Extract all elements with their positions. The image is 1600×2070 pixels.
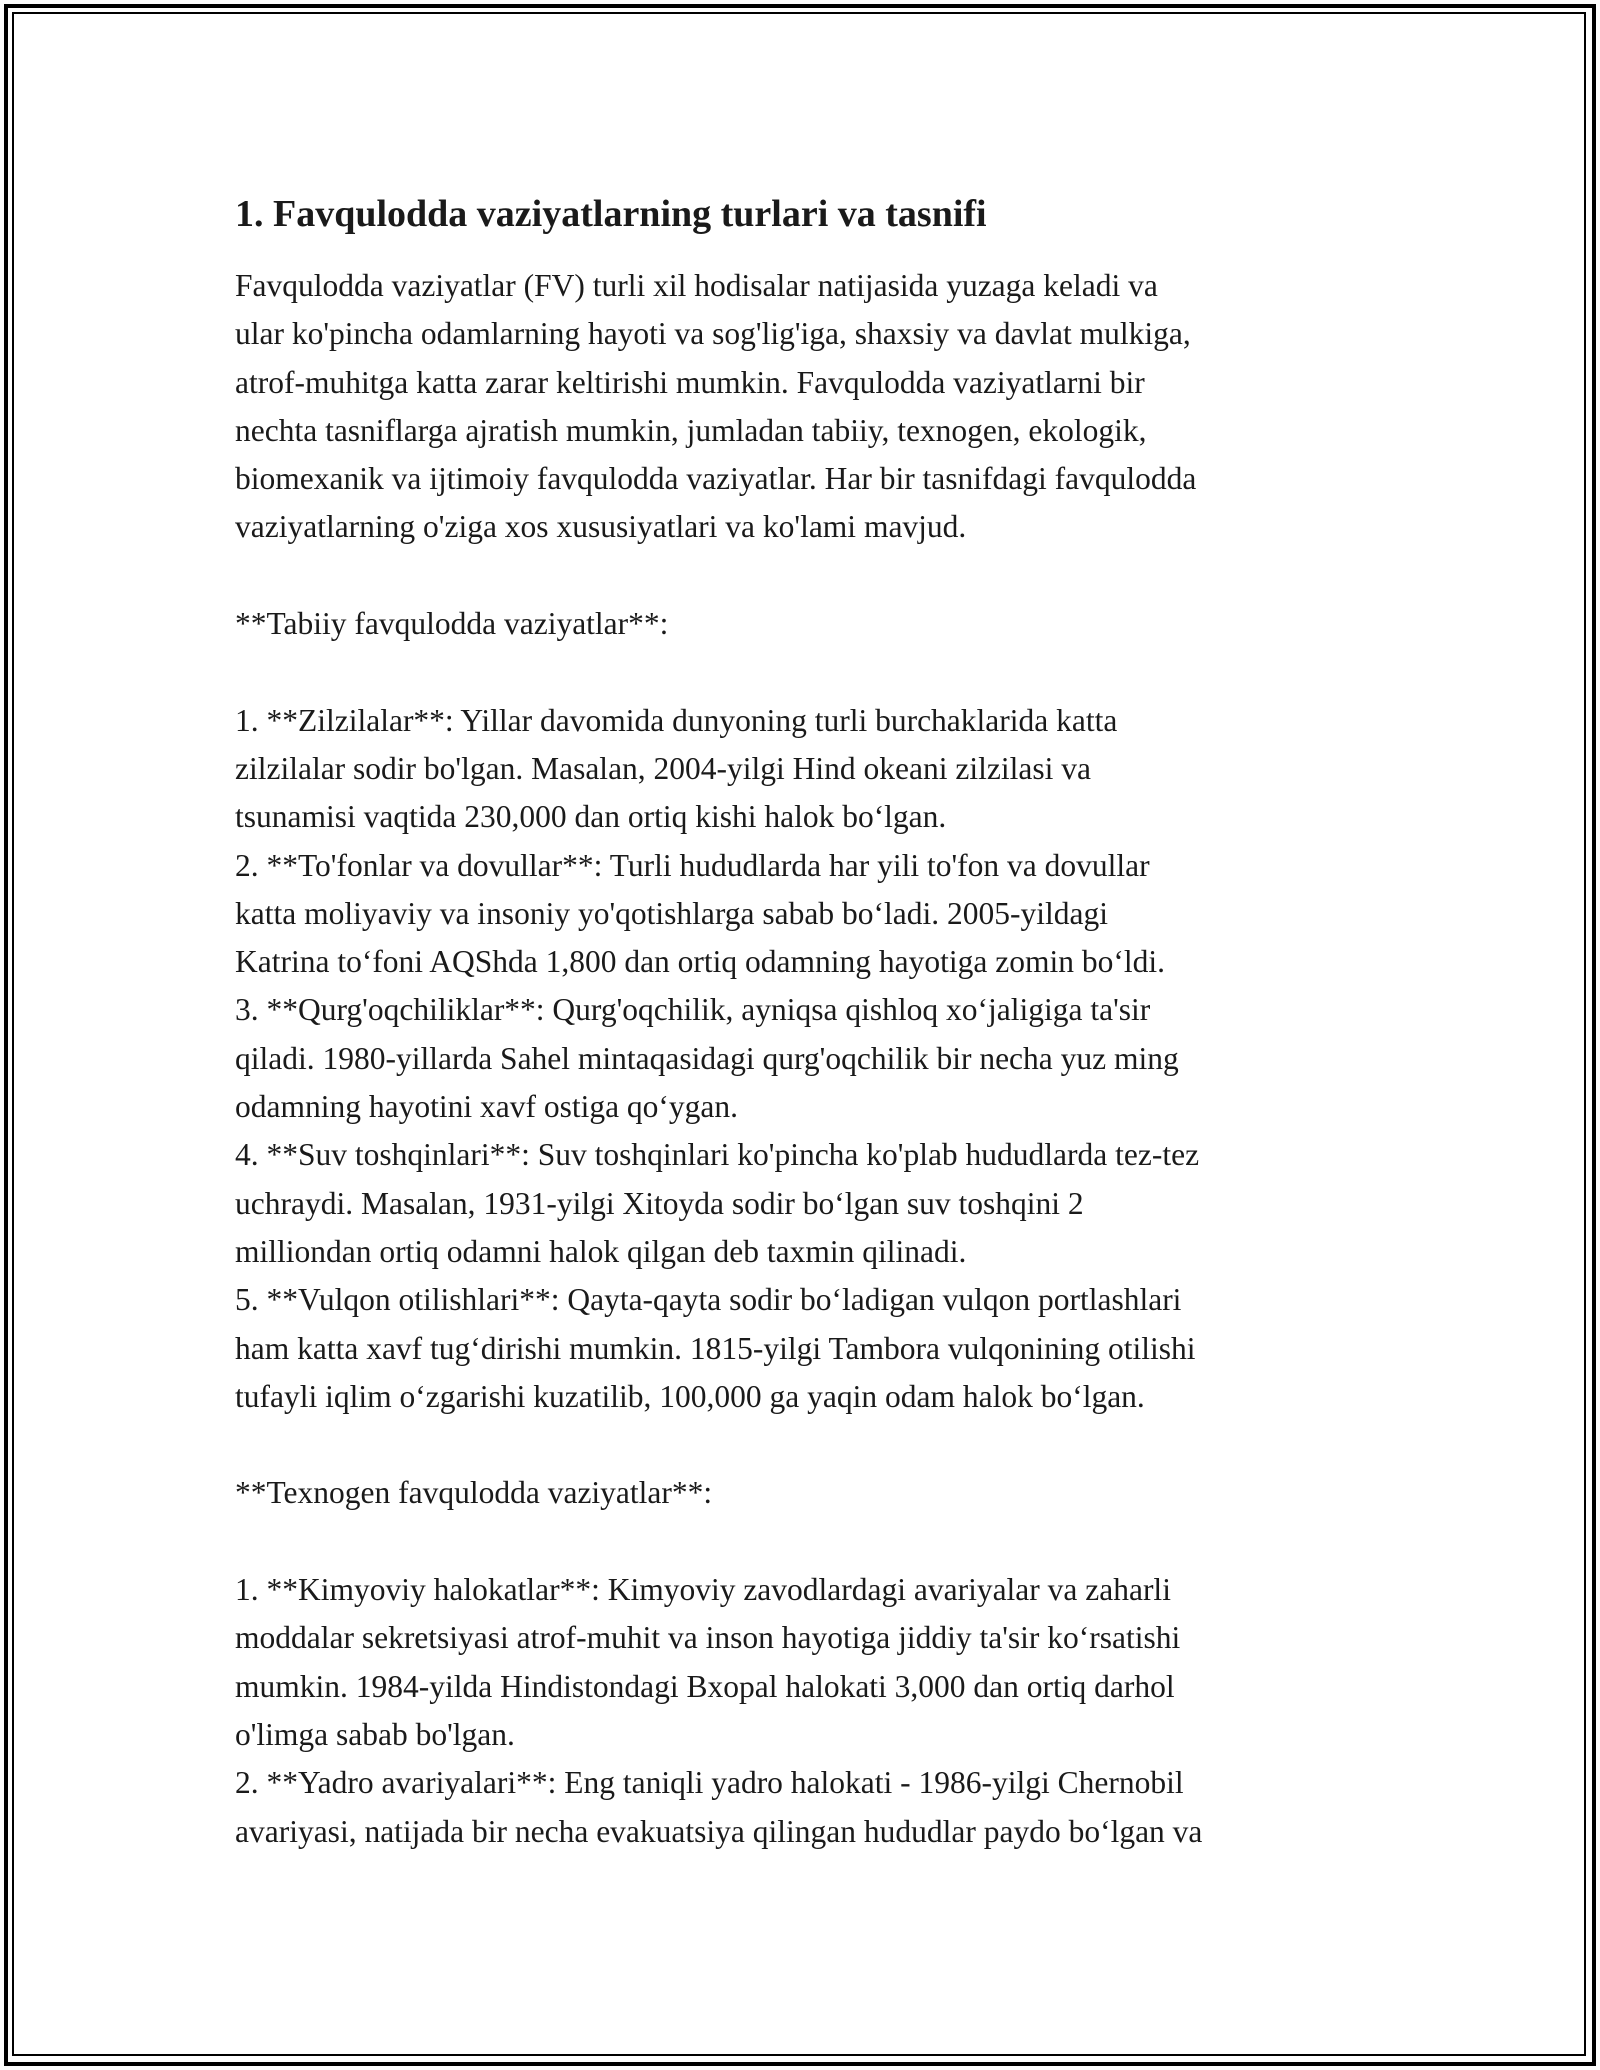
text-line: ular ko'pincha odamlarning hayoti va sog'lig'iga, shaxsiy va davlat mulkiga, xyxy=(235,316,1191,352)
text-line: 2. **To'fonlar va dovullar**: Turli hududlarda har yili to'fon va dovullar xyxy=(235,847,1150,883)
text-line: 1. **Kimyoviy halokatlar**: Kimyoviy zavodlardagi avariyalar va zaharli xyxy=(235,1572,1171,1608)
intro-paragraph xyxy=(235,262,1375,552)
text-line: milliondan ortiq odamni halok qilgan deb taxmin qilinadi. xyxy=(235,1233,967,1269)
document-body xyxy=(235,186,1375,1856)
natural-section-heading: **Tabiiy favqulodda vaziyatlar**: xyxy=(235,606,669,642)
text-line: mumkin. 1984-yilda Hindistondagi Bxopal halokati 3,000 dan ortiq darhol xyxy=(235,1668,1175,1704)
text-line: moddalar sekretsiyasi atrof-muhit va inson hayotiga jiddiy ta'sir ko‘rsatishi xyxy=(235,1620,1181,1656)
blank-line xyxy=(235,648,1375,696)
text-line: 5. **Vulqon otilishlari**: Qayta-qayta sodir bo‘ladigan vulqon portlashlari xyxy=(235,1282,1182,1318)
text-line: qiladi. 1980-yillarda Sahel mintaqasidagi qurg'oqchilik bir necha yuz ming xyxy=(235,1040,1179,1076)
text-line: vaziyatlarning o'ziga xos xususiyatlari va ko'lami mavjud. xyxy=(235,509,967,545)
text-line: ham katta xavf tug‘dirishi mumkin. 1815-yilgi Tambora vulqonining otilishi xyxy=(235,1330,1196,1366)
text-line: tsunamisi vaqtida 230,000 dan ortiq kishi halok bo‘lgan. xyxy=(235,799,947,835)
text-line: odamning hayotini xavf ostiga qo‘ygan. xyxy=(235,1089,739,1125)
text-line: avariyasi, natijada bir necha evakuatsiya qilingan hududlar paydo bo‘lgan va xyxy=(235,1813,1203,1849)
text-line: o'limga sabab bo'lgan. xyxy=(235,1716,515,1752)
text-line: biomexanik va ijtimoiy favqulodda vaziyatlar. Har bir tasnifdagi favqulodda xyxy=(235,461,1197,497)
text-line: 1. **Zilzilalar**: Yillar davomida dunyoning turli burchaklarida katta xyxy=(235,702,1118,738)
text-line: 4. **Suv toshqinlari**: Suv toshqinlari ko'pincha ko'plab hududlarda tez-tez xyxy=(235,1137,1200,1173)
document-title: 1. Favqulodda vaziyatlarning turlari va tasnifi xyxy=(235,193,987,235)
blank-line xyxy=(235,552,1375,600)
blank-line xyxy=(235,1518,1375,1566)
text-line: katta moliyaviy va insoniy yo'qotishlarga sabab bo‘ladi. 2005-yildagi xyxy=(235,895,1108,931)
text-line: tufayli iqlim o‘zgarishi kuzatilib, 100,000 ga yaqin odam halok bo‘lgan. xyxy=(235,1378,1145,1414)
text-line: nechta tasniflarga ajratish mumkin, jumladan tabiiy, texnogen, ekologik, xyxy=(235,412,1147,448)
blank-line xyxy=(235,1421,1375,1469)
text-line: Favqulodda vaziyatlar (FV) turli xil hodisalar natijasida yuzaga keladi va xyxy=(235,268,1158,303)
text-line: 3. **Qurg'oqchiliklar**: Qurg'oqchilik, ayniqsa qishloq xo‘jaligiga ta'sir xyxy=(235,992,1151,1028)
technogenic-section-heading: **Texnogen favqulodda vaziyatlar**: xyxy=(235,1475,713,1511)
text-line: 2. **Yadro avariyalari**: Eng taniqli yadro halokati - 1986-yilgi Chernobil xyxy=(235,1765,1184,1801)
text-line: uchraydi. Masalan, 1931-yilgi Xitoyda sodir bo‘lgan suv toshqini 2 xyxy=(235,1185,1084,1221)
technogenic-list xyxy=(235,1566,1375,1856)
text-line: atrof-muhitga katta zarar keltirishi mumkin. Favqulodda vaziyatlarni bir xyxy=(235,364,1145,400)
text-line: Katrina to‘foni AQShda 1,800 dan ortiq odamning hayotiga zomin bo‘ldi. xyxy=(235,944,1165,980)
text-line: zilzilalar sodir bo'lgan. Masalan, 2004-yilgi Hind okeani zilzilasi va xyxy=(235,750,1091,786)
natural-list xyxy=(235,697,1375,1421)
